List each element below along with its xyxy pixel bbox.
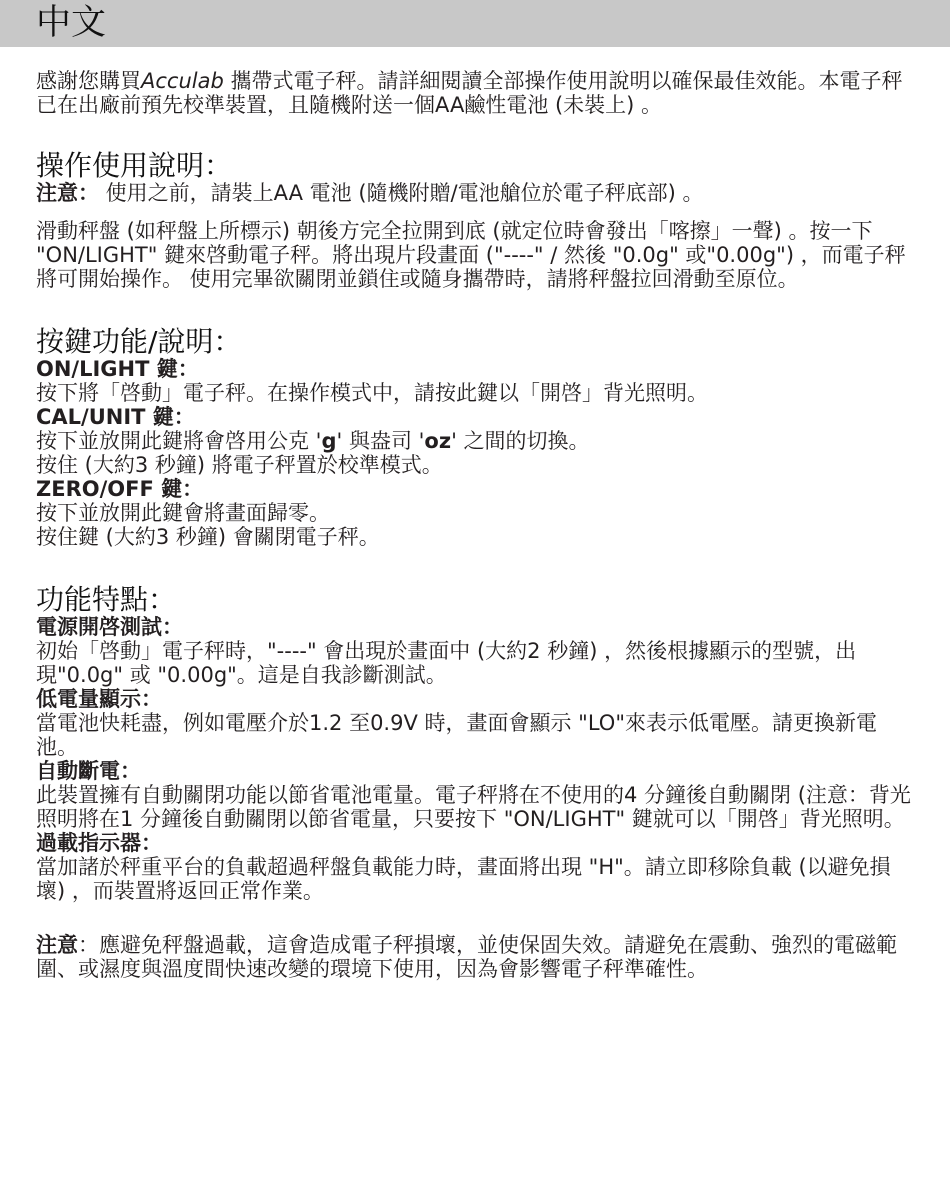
header-bar: [0, 0, 950, 47]
zero-off-key-label: ZERO/OFF 鍵：: [36, 477, 204, 501]
manual-content: [0, 47, 950, 981]
unit-gram: g: [321, 429, 337, 453]
cal-unit-key-line1: [36, 429, 912, 453]
self-test-text: 初始「啓動」電子秤時，"----" 會出現於畫面中 (大約2 秒鐘) ，然後根據顯示的型號，出現"0.0g" 或 "0.00g"。這是自我診斷測試。: [36, 639, 857, 687]
intro-text-start: 感謝您購買: [36, 69, 141, 93]
page-title: 中文: [36, 3, 107, 43]
warning-text: ：應避免秤盤過載，這會造成電子秤損壞，並使保固失效。請避免在震動、強烈的電磁範圍、或濕度與溫度間快速改變的環境下使用，因為會影響電子秤準確性。: [36, 933, 897, 981]
auto-off-label: 自動斷電：: [36, 759, 141, 783]
cal-unit-text-b: ' 與盎司 ': [336, 429, 425, 453]
zero-off-key-line1: 按下並放開此鍵會將畫面歸零。: [36, 501, 330, 525]
cal-unit-key-label: CAL/UNIT 鍵：: [36, 405, 195, 429]
operation-note: [36, 181, 912, 205]
operation-section-title: 操作使用說明：: [36, 149, 233, 182]
brand-name: Acculab: [141, 69, 224, 93]
low-battery-text: 當電池快耗盡，例如電壓介於1.2 至0.9V 時，畫面會顯示 "LO"來表示低電壓。請更換新電池。: [36, 711, 877, 759]
overload-text: 當加諸於秤重平台的負載超過秤盤負載能力時，畫面將出現 "H"。請立即移除負載 (以避免損壞) ，而裝置將返回正常作業。: [36, 855, 891, 903]
unit-ounce: oz: [424, 429, 452, 453]
keys-section-title: 按鍵功能/說明：: [36, 325, 242, 358]
note-label: 注意：: [36, 181, 99, 205]
warning-label: 注意: [36, 933, 78, 957]
low-battery-label: 低電量顯示：: [36, 687, 162, 711]
on-light-key-text: 按下將「啓動」電子秤。在操作模式中，請按此鍵以「開啓」背光照明。: [36, 381, 708, 405]
warning-paragraph: [36, 933, 912, 981]
operation-body: 滑動秤盤 (如秤盤上所標示) 朝後方完全拉開到底 (就定位時會發出「喀擦」一聲) 。按一下 "ON/LIGHT" 鍵來啓動電子秤。將出現片段畫面 ("----" / 然後 "0.0g" 或"0.00g") ，而電子秤將可開始操作。 使用完畢欲關閉並鎖住或隨身攜帶時，請將秤盤拉回滑動至原位。: [36, 219, 906, 291]
on-light-key-label: ON/LIGHT 鍵：: [36, 357, 199, 381]
overload-label: 過載指示器：: [36, 831, 162, 855]
cal-unit-text-a: 按下並放開此鍵將會啓用公克 ': [36, 429, 322, 453]
intro-paragraph: [36, 69, 912, 117]
cal-unit-key-line2: 按住 (大約3 秒鐘) 將電子秤置於校準模式。: [36, 453, 443, 477]
cal-unit-text-c: ' 之間的切換。: [451, 429, 590, 453]
auto-off-text: 此裝置擁有自動關閉功能以節省電池電量。電子秤將在不使用的4 分鐘後自動關閉 (注意：背光照明將在1 分鐘後自動關閉以節省電量，只要按下 "ON/LIGHT" 鍵就可以「開啓」背光照明。: [36, 783, 911, 831]
intro-text-end: 攜帶式電子秤。請詳細閱讀全部操作使用說明以確保最佳效能。本電子秤已在出廠前預先校準裝置，且隨機附送一個AA鹼性電池 (未裝上) 。: [36, 69, 903, 117]
zero-off-key-line2: 按住鍵 (大約3 秒鐘) 會關閉電子秤。: [36, 525, 380, 549]
note-text: 使用之前，請裝上AA 電池 (隨機附贈/電池艙位於電子秤底部) 。: [99, 181, 704, 205]
features-section-title: 功能特點：: [36, 583, 177, 616]
self-test-label: 電源開啓測試：: [36, 615, 183, 639]
